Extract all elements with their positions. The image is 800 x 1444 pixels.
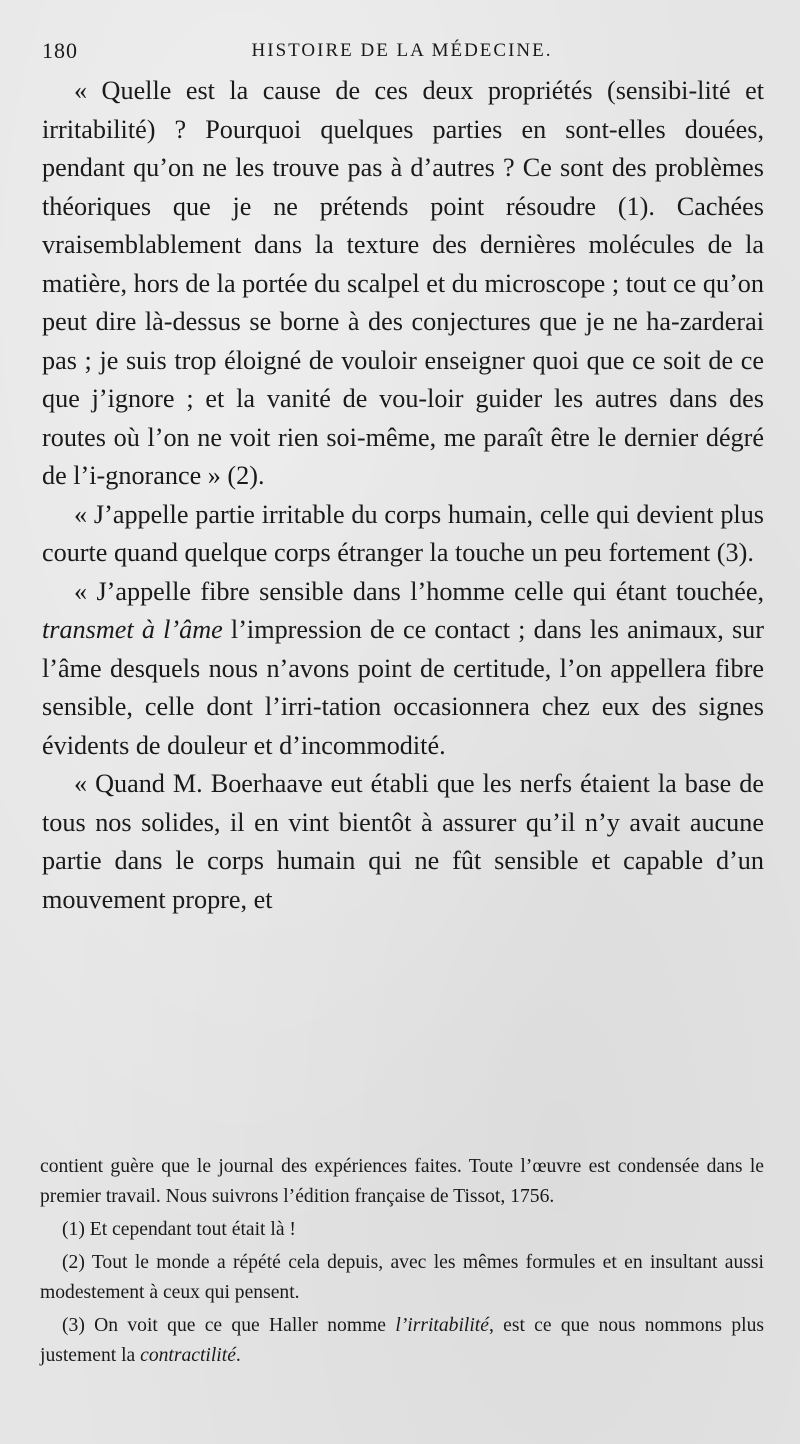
page-number: 180 [42, 38, 78, 63]
running-head [42, 38, 762, 68]
footnote-2: (2) Tout le monde a répété cela depuis, avec les mêmes formules et en insultant aussi modestement à ceux qui pensent. [40, 1252, 764, 1303]
footnote-3-start: (3) On voit que ce que Haller nomme [62, 1315, 396, 1336]
italic-transmet-a-l-ame: transmet à l’âme [42, 615, 223, 644]
footnotes [40, 1152, 764, 1374]
footnote-3 [40, 1311, 764, 1371]
italic-irritabilite: l’irritabilité [395, 1315, 489, 1336]
italic-contractilite: contractilité [140, 1345, 236, 1366]
paragraph-sensible-fibre [42, 573, 764, 766]
footnote-continuation: contient guère que le journal des expériences faites. Toute l’œuvre est condensée dans le premier travail. Nous suivrons l’édition française de Tissot, 1756. [40, 1156, 764, 1207]
paragraph-boerhaave: « Quand M. Boerhaave eut établi que les nerfs étaient la base de tous nos solides, il en vint bientôt à assurer qu’il n’y avait aucune partie dans le corps humain qui ne fût sensible et capable d’un mouvement propre, et [42, 769, 764, 914]
footnote-1: (1) Et cependant tout était là ! [62, 1219, 296, 1240]
paragraph-irritable-part: « J’appelle partie irritable du corps humain, celle qui devient plus courte quand quelque corps étranger la touche un peu fortement (3). [42, 499, 764, 567]
running-title: HISTOIRE DE LA MÉDECINE. [251, 40, 553, 61]
footnote-3-middle: , est ce que nous nommons plus justement la [40, 1315, 764, 1366]
paragraph-sensible-fibre-end: l’impression de ce contact ; dans les animaux, sur l’âme desquels nous n’avons point de certitude, l’on appellera fibre sensible, celle dont l’irri-tation occasionnera chez eux des signes évidents de douleur et d’incommodité. [42, 615, 764, 760]
body-text [42, 72, 764, 919]
footnote-3-end: . [235, 1345, 241, 1366]
paragraph-sensible-fibre-start: « J’appelle fibre sensible dans l’homme celle qui étant touchée, [74, 576, 764, 606]
paragraph-cause-properties: « Quelle est la cause de ces deux propriétés (sensibi-lité et irritabilité) ? Pourquoi quelques parties en sont-elles douées, pendant qu’on ne les trouve pas à d’autres ? Ce sont des problèmes théoriques que je ne prétends point résoudre (1). Cachées vraisemblablement dans la texture des dernières molécules de la matière, hors de la portée du scalpel et du microscope ; tout ce qu’on peut dire là-dessus se borne à des conjectures que je ne ha-zarderai pas ; je suis trop éloigné de vouloir enseigner quoi que ce soit de ce que j’ignore ; et la vanité de vou-loir guider les autres dans des routes où l’on ne voit rien soi-même, me paraît être le dernier dégré de l’i-gnorance » (2). [42, 76, 764, 490]
